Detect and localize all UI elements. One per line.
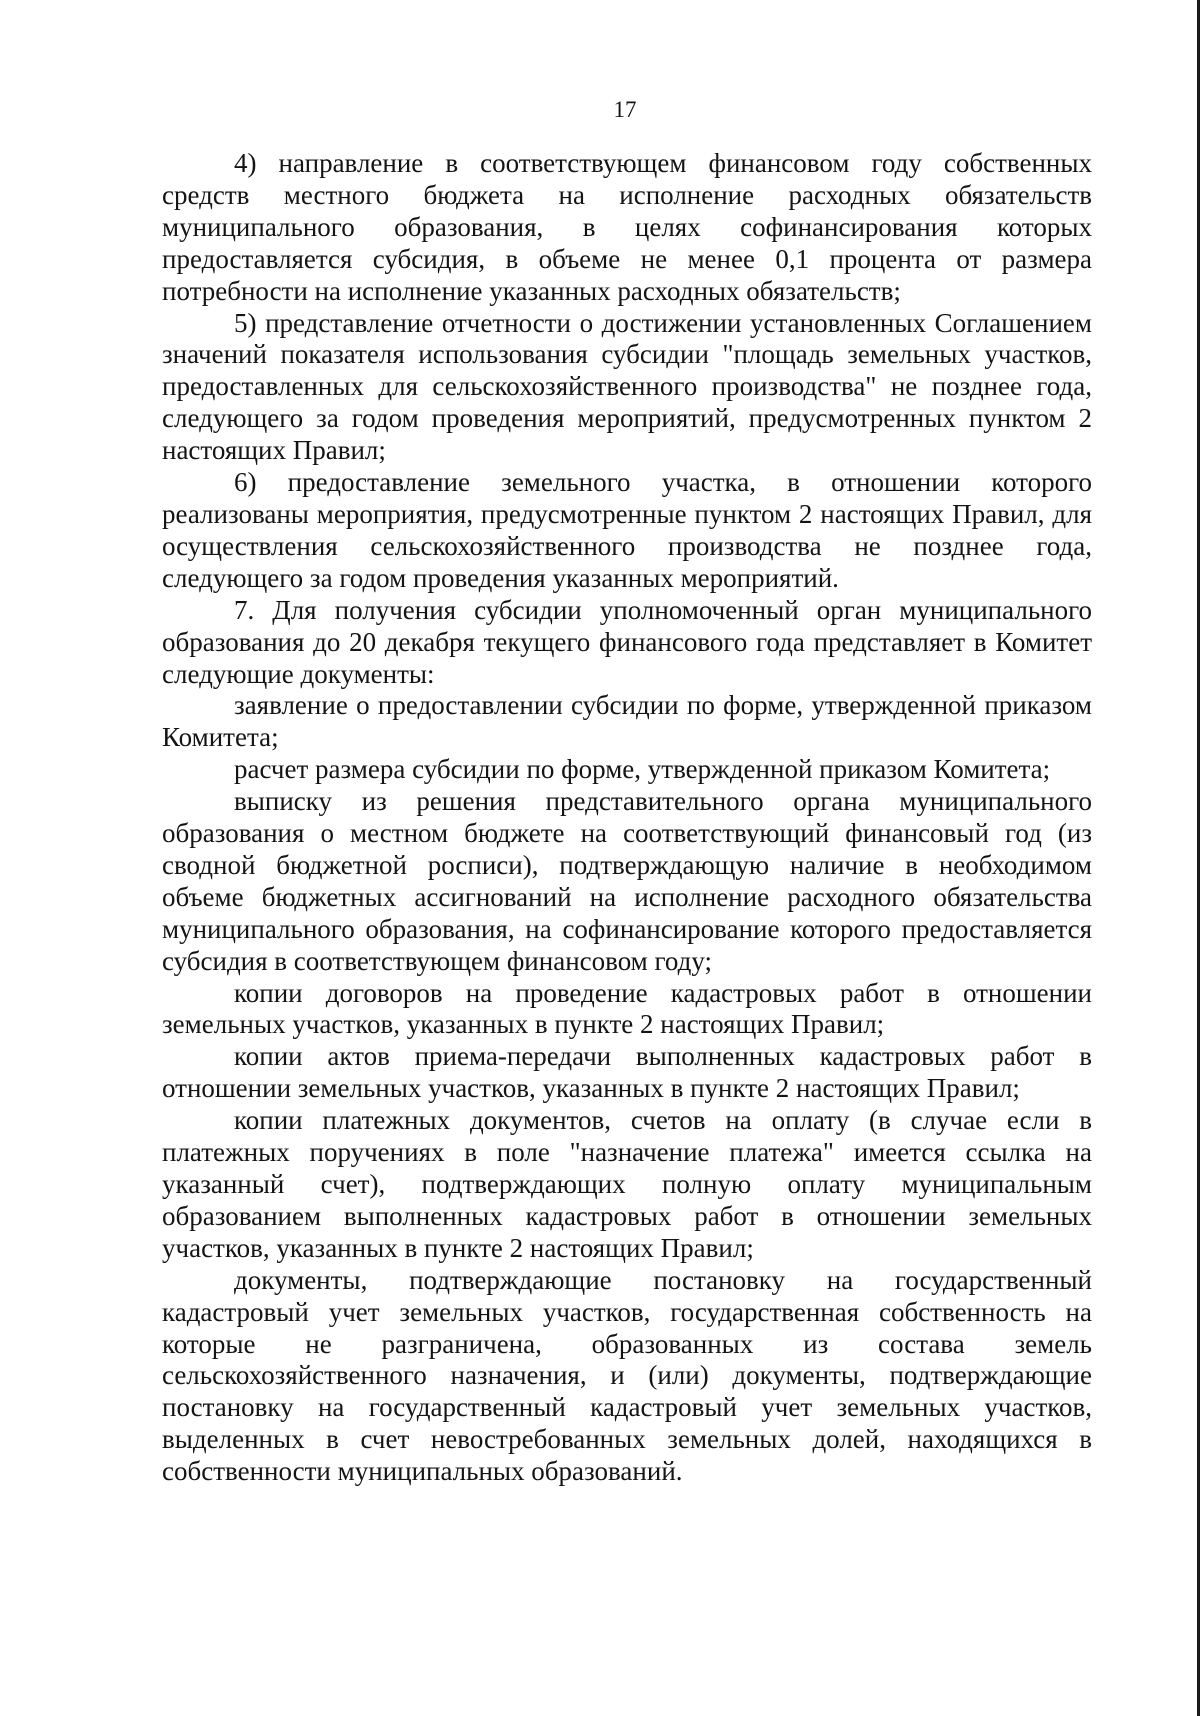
document-list-contracts: копии договоров на проведение кадастровых работ в отношении земельных участков, указанных в пункте 2 настоящих Правил; (162, 977, 1092, 1040)
paragraph-item-6: 6) предоставление земельного участка, в отношении которого реализованы мероприятия, предусмотренные пунктом 2 настоящих Правил, для осуществления сельскохозяйственного производства не позднее года, следующего за годом проведения указанных мероприятий. (162, 467, 1092, 593)
document-list-calculation: расчет размера субсидии по форме, утвержденной приказом Комитета; (234, 754, 1051, 785)
document-body (162, 148, 1092, 1488)
document-list-application: заявление о предоставлении субсидии по форме, утвержденной приказом Комитета; (162, 690, 1092, 753)
document-list-acceptance-acts: копии актов приема-передачи выполненных кадастровых работ в отношении земельных участков, указанных в пункте 2 настоящих Правил; (162, 1041, 1092, 1104)
paragraph-item-5: 5) представление отчетности о достижении установленных Соглашением значений показателя использования субсидии "площадь земельных участков, предоставленных для сельскохозяйственного производства" не позднее года, следующего за годом проведения мероприятий, предусмотренных пунктом 2 настоящих Правил; (162, 307, 1092, 466)
paragraph-clause-7: 7. Для получения субсидии уполномоченный орган муниципального образования до 20 декабря текущего финансового года представляет в Комитет следующие документы: (162, 594, 1092, 689)
document-list-cadastral-registration: документы, подтверждающие постановку на государственный кадастровый учет земельных участков, государственная собственность на которые не разграничена, образованных из состава земель сельскохозяйственного назначения, и (или) документы, подтверждающие постановку на государственный кадастровый учет земельных участков, выделенных в счет невостребованных земельных долей, находящихся в собственности муниципальных образований. (162, 1264, 1092, 1487)
page-number: 17 (613, 97, 637, 122)
paragraph-item-4: 4) направление в соответствующем финансовом году собственных средств местного бюджета на исполнение расходных обязательств муниципального образования, в целях софинансирования которых предоставляется субсидия, в объеме не менее 0,1 процента от размера потребности на исполнение указанных расходных обязательств; (162, 148, 1092, 306)
document-list-payment-documents: копии платежных документов, счетов на оплату (в случае если в платежных поручениях в поле "назначение платежа" имеется ссылка на указанный счет), подтверждающих полную оплату муниципальным образованием выполненных кадастровых работ в отношении земельных участков, указанных в пункте 2 настоящих Правил; (162, 1105, 1092, 1263)
document-list-budget-extract: выписку из решения представительного органа муниципального образования о местном бюджете на соответствующий финансовый год (из сводной бюджетной росписи), подтверждающую наличие в необходимом объеме бюджетных ассигнований на исполнение расходного обязательства муниципального образования, на софинансирование которого предоставляется субсидия в соответствующем финансовом году; (162, 786, 1092, 976)
